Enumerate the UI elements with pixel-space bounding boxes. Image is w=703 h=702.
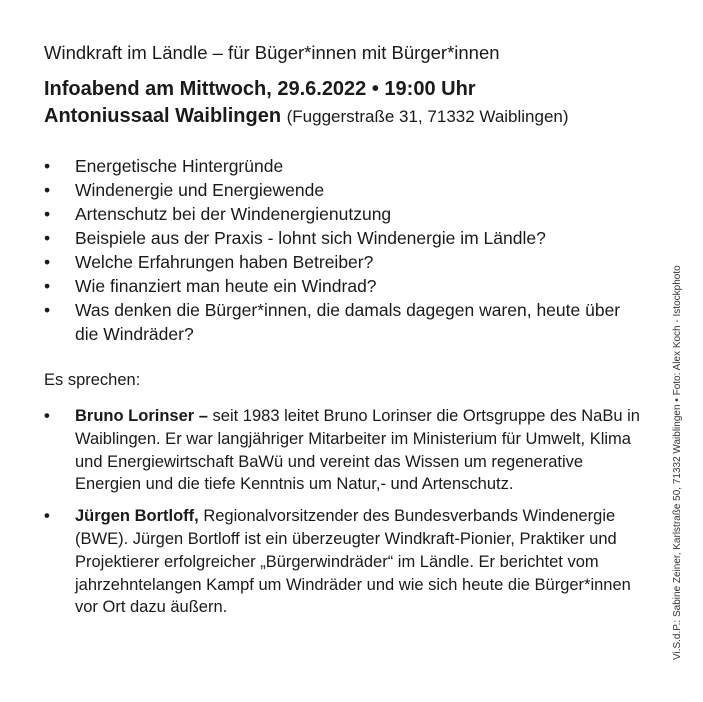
tagline: Windkraft im Ländle – für Büger*innen mit Bürger*innen [44, 42, 500, 63]
speaker-item [44, 505, 644, 619]
topic-item: • Artenschutz bei der Windenergienutzung [44, 202, 644, 226]
speaker-bio: seit 1983 leitet Bruno Lorinser die Ortsgruppe des NaBu in Waiblingen. Er war langjähriger Mitarbeiter im Ministerium für Umwelt, Klima und Energiewirtschaft BaWü und vereint das Wissen um regenerative Energien und die tiefe Kenntnis um Natur,- und Artenschutz. [75, 407, 640, 494]
speaker-name: Bruno Lorinser – [75, 407, 208, 425]
speaker-name: Jürgen Bortloff, [75, 507, 199, 526]
speaker-item [44, 405, 644, 496]
speaker-list [44, 405, 644, 619]
flyer-content [44, 40, 644, 628]
venue-name: Antoniussaal Waiblingen [44, 105, 282, 127]
topic-item: • Was denken die Bürger*innen, die damals dagegen waren, heute über die Windräder? [44, 298, 644, 346]
topic-item: • Wie finanziert man heute ein Windrad? [44, 274, 644, 298]
topic-list [44, 154, 644, 346]
event-date-headline: Infoabend am Mittwoch, 29.6.2022 • 19:00 Uhr [44, 78, 476, 100]
speaker-bio: Regionalvorsitzender des Bundesverbands Windenergie (BWE). Jürgen Bortloff ist ein überzeugter Windkraft-Pionier, Praktiker und Projektierer erfolgreicher „Bürgerwindräder“ im Ländle. Er berichtet vom jahrzehntelangen Kampf um Windräder und wie sich heute die Bürger*innen vor Ort dazu äußern. [75, 507, 631, 617]
topic-item: • Beispiele aus der Praxis - lohnt sich Windenergie im Ländle? [44, 226, 644, 250]
speakers-heading: Es sprechen: [44, 371, 141, 389]
topic-item: • Welche Erfahrungen haben Betreiber? [44, 250, 644, 274]
topic-item: • Energetische Hintergründe [44, 154, 644, 178]
imprint-credit: Vi.S.d.P.: Sabine Zeiner, Karlstraße 50, 71332 Waiblingen • Foto: Alex Koch - Istockphoto [672, 265, 683, 660]
topic-item: • Windenergie und Energiewende [44, 178, 644, 202]
venue-line [44, 103, 644, 130]
venue-address: (Fuggerstraße 31, 71332 Waiblingen) [286, 107, 569, 126]
